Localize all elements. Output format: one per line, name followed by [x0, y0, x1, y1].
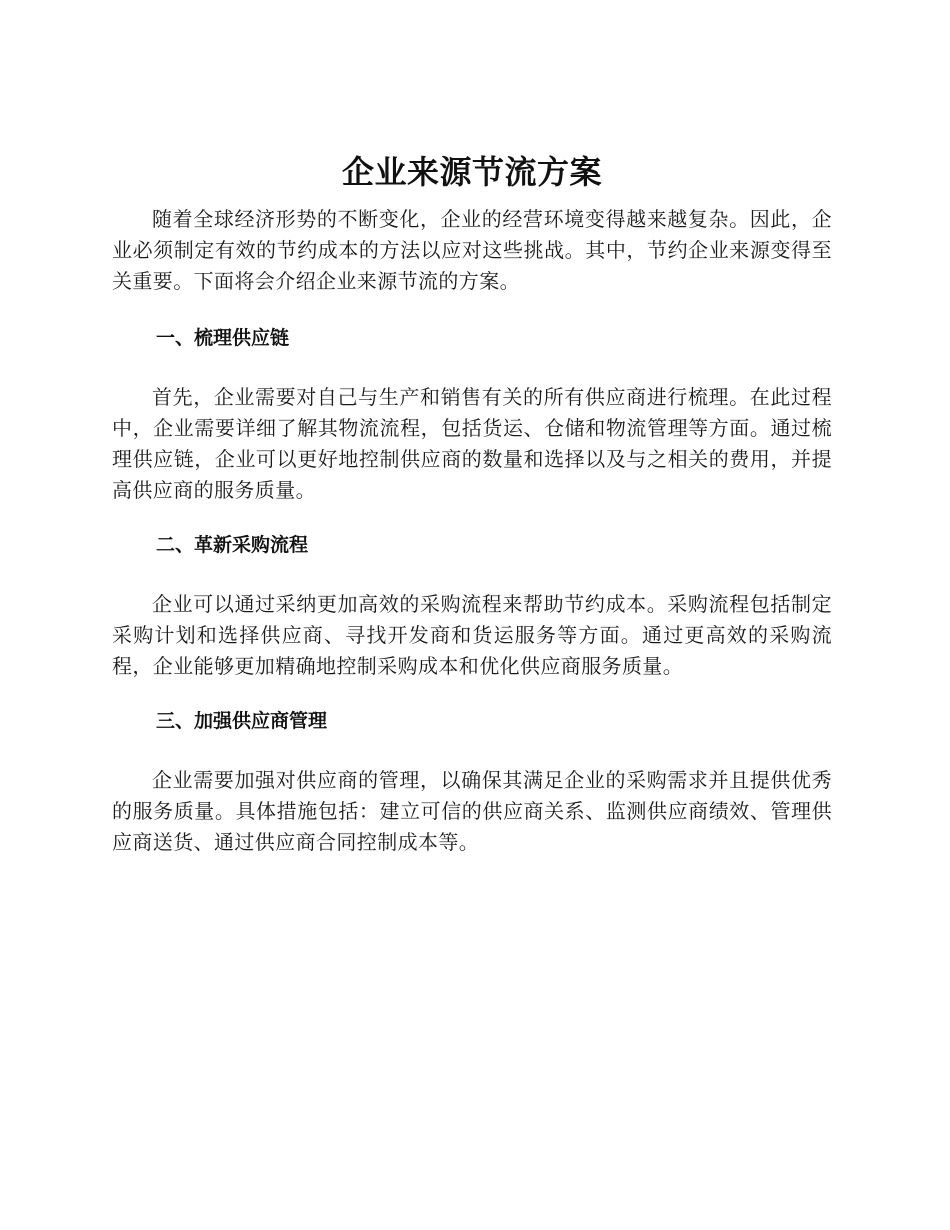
section-body-procurement: 企业可以通过采纳更加高效的采购流程来帮助节约成本。采购流程包括制定采购计划和选择供应商、寻找开发商和货运服务等方面。通过更高效的采购流程，企业能够更加精确地控制采购成本和优化供应商服务质量。	[112, 592, 832, 678]
section-body-supplier-management: 企业需要加强对供应商的管理，以确保其满足企业的采购需求并且提供优秀的服务质量。具体措施包括：建立可信的供应商关系、监测供应商绩效、管理供应商送货、通过供应商合同控制成本等。	[112, 768, 832, 854]
document-title: 企业来源节流方案	[341, 153, 602, 191]
section-heading-procurement: 二、革新采购流程	[156, 534, 309, 556]
section-heading-supplier-management: 三、加强供应商管理	[156, 710, 328, 732]
intro-paragraph: 随着全球经济形势的不断变化，企业的经营环境变得越来越复杂。因此，企业必须制定有效的节约成本的方法以应对这些挑战。其中，节约企业来源变得至关重要。下面将会介绍企业来源节流的方案。	[112, 207, 832, 293]
section-heading-supply-chain: 一、梳理供应链	[156, 327, 290, 349]
section-body-supply-chain: 首先，企业需要对自己与生产和销售有关的所有供应商进行梳理。在此过程中，企业需要详细了解其物流流程，包括货运、仓储和物流管理等方面。通过梳理供应链，企业可以更好地控制供应商的数量和选择以及与之相关的费用，并提高供应商的服务质量。	[112, 385, 832, 502]
document-content	[112, 150, 832, 858]
